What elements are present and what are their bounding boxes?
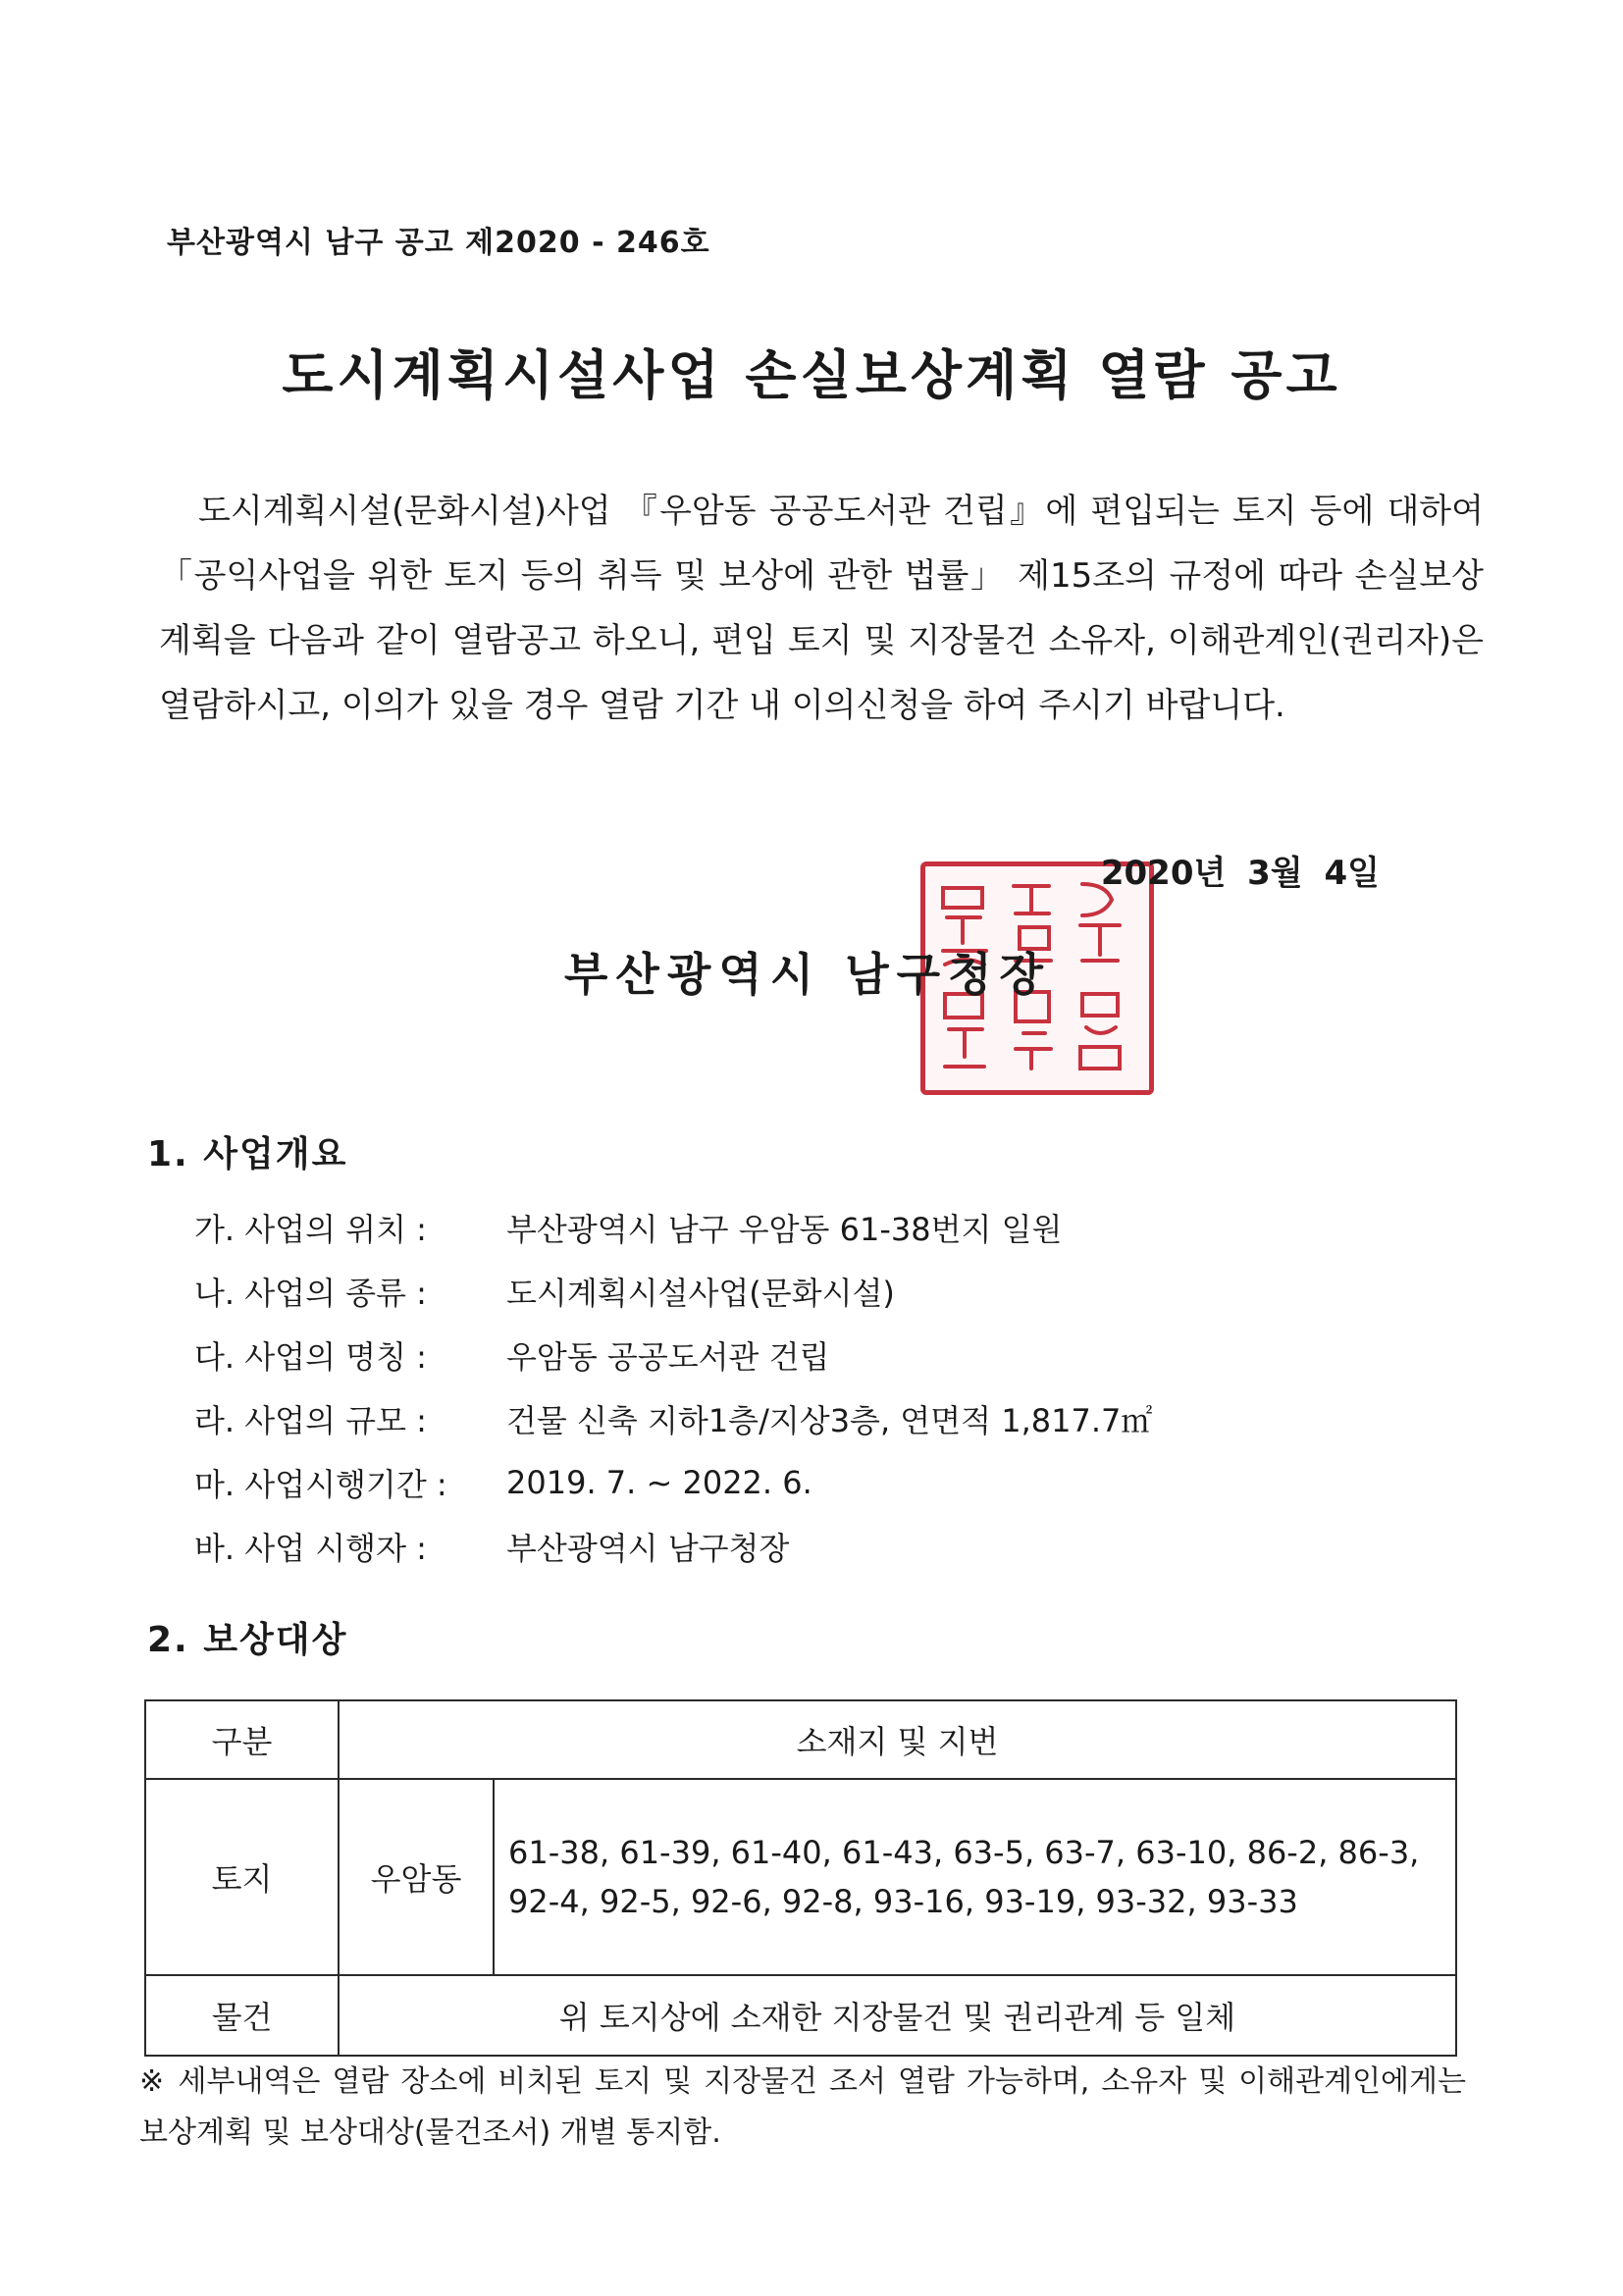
- land-dong-cell: 우암동: [339, 1779, 494, 1975]
- project-overview-list: [194, 1195, 1152, 1578]
- table-header-row: [145, 1700, 1456, 1779]
- table-row: [145, 1779, 1456, 1975]
- object-label-cell: 물건: [145, 1975, 339, 2056]
- header-location-cell: 소재지 및 지번: [339, 1700, 1456, 1779]
- notice-number: 부산광역시 남구 공고 제2020 - 246호: [167, 226, 710, 260]
- section-overview-heading: 1. 사업개요: [147, 1134, 348, 1174]
- overview-key: 가. 사업의 위치 :: [194, 1210, 427, 1248]
- notice-body: [159, 479, 1484, 738]
- compensation-target-table: [144, 1699, 1457, 2057]
- notice-date: 2020년 3월 4일: [1100, 854, 1380, 893]
- overview-value: 도시계획시설사업(문화시설): [506, 1274, 895, 1312]
- overview-item: [194, 1259, 1152, 1323]
- notice-body-text: 도시계획시설(문화시설)사업 『우암동 공공도서관 건립』에 편입되는 토지 등에 대하여 「공익사업을 위한 토지 등의 취득 및 보상에 관한 법률」 제15조의 규정에 따라 손실보상계획을 다음과 같이 열람공고 하오니, 편입 토지 및 지장물건 소유자, 이해관계인(권리자)은 열람하시고, 이의가 있을 경우 열람 기간 내 이의신청을 하여 주시기 바랍니다.: [159, 492, 1484, 725]
- notice-title: 도시계획시설사업 손실보상계획 열람 공고: [282, 344, 1341, 406]
- overview-item: [194, 1514, 1152, 1578]
- section-targets-heading: 2. 보상대상: [147, 1620, 348, 1660]
- overview-value: 건물 신축 지하1층/지상3층, 연면적 1,817.7㎡: [506, 1401, 1153, 1439]
- table-row: [145, 1975, 1456, 2056]
- issuer-name: 부산광역시 남구청장: [564, 948, 1051, 1001]
- overview-item: [194, 1450, 1152, 1514]
- overview-key: 바. 사업 시행자 :: [194, 1529, 427, 1567]
- overview-key: 라. 사업의 규모 :: [194, 1401, 427, 1439]
- footnote: ※ 세부내역은 열람 장소에 비치된 토지 및 지장물건 조서 열람 가능하며, 소유자 및 이해관계인에게는 보상계획 및 보상대상(물건조서) 개별 통지함.: [139, 2064, 1466, 2150]
- land-lots-cell: 61-38, 61-39, 61-40, 61-43, 63-5, 63-7, 63-10, 86-2, 86-3, 92-4, 92-5, 92-6, 92-8, 93-16, 93-19, 93-32, 93-33: [494, 1779, 1456, 1975]
- overview-item: [194, 1386, 1152, 1450]
- overview-key: 다. 사업의 명칭 :: [194, 1337, 427, 1376]
- overview-value: 부산광역시 남구청장: [506, 1529, 790, 1567]
- overview-item: [194, 1323, 1152, 1386]
- overview-value: 우암동 공공도서관 건립: [506, 1337, 830, 1376]
- overview-value: 2019. 7. ~ 2022. 6.: [506, 1463, 812, 1501]
- overview-item: [194, 1195, 1152, 1259]
- overview-value: 부산광역시 남구 우암동 61-38번지 일원: [506, 1210, 1063, 1248]
- overview-key: 마. 사업시행기간 :: [194, 1465, 447, 1503]
- object-desc-cell: 위 토지상에 소재한 지장물건 및 권리관계 등 일체: [339, 1975, 1456, 2056]
- land-label-cell: 토지: [145, 1779, 339, 1975]
- header-category-cell: 구분: [145, 1700, 339, 1779]
- overview-key: 나. 사업의 종류 :: [194, 1274, 427, 1312]
